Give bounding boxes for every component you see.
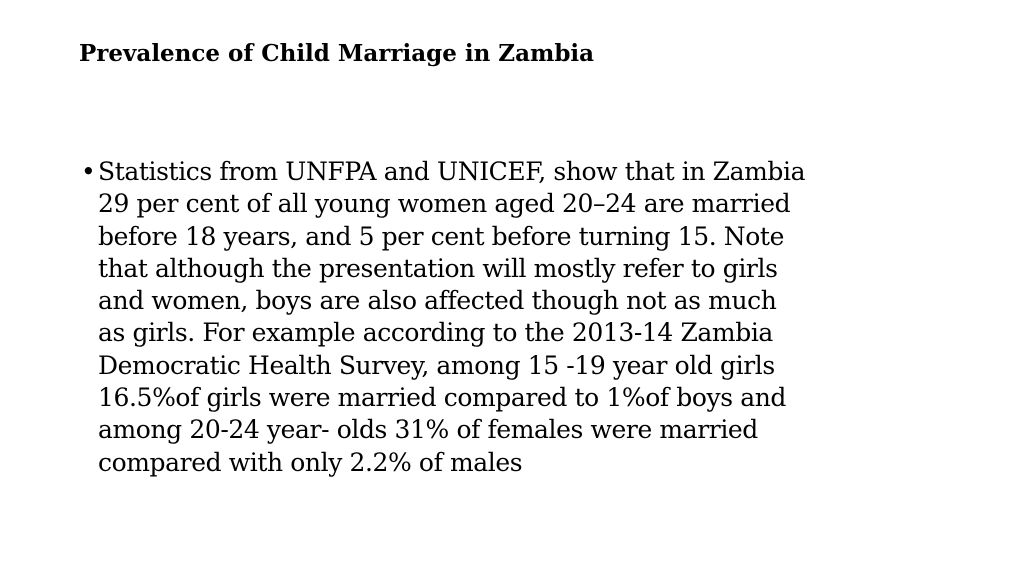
bullet-text-line: as girls. For example according to the 2013-14 Zambia: [98, 318, 773, 348]
bullet-icon: •: [81, 157, 96, 186]
bullet-text-line: Democratic Health Survey, among 15 -19 year old girls: [98, 350, 775, 380]
bullet-text-line: among 20-24 year- olds 31% of females were married: [98, 415, 758, 445]
bullet-text-line: Statistics from UNFPA and UNICEF, show that in Zambia: [98, 157, 806, 186]
bullet-text-line: compared with only 2.2% of males: [98, 447, 523, 477]
slide-title: Prevalence of Child Marriage in Zambia: [79, 40, 595, 67]
bullet-text-line: before 18 years, and 5 per cent before turning 15. Note: [98, 221, 784, 251]
bullet-list: [79, 156, 959, 479]
bullet-text-line: that although the presentation will mostly refer to girls: [98, 253, 778, 283]
bullet-text-line: 29 per cent of all young women aged 20–24 are married: [98, 189, 791, 219]
bullet-item: [79, 156, 959, 479]
bullet-text-line: and women, boys are also affected though not as much: [98, 286, 777, 316]
bullet-text-line: 16.5%of girls were married compared to 1%of boys and: [98, 383, 787, 413]
